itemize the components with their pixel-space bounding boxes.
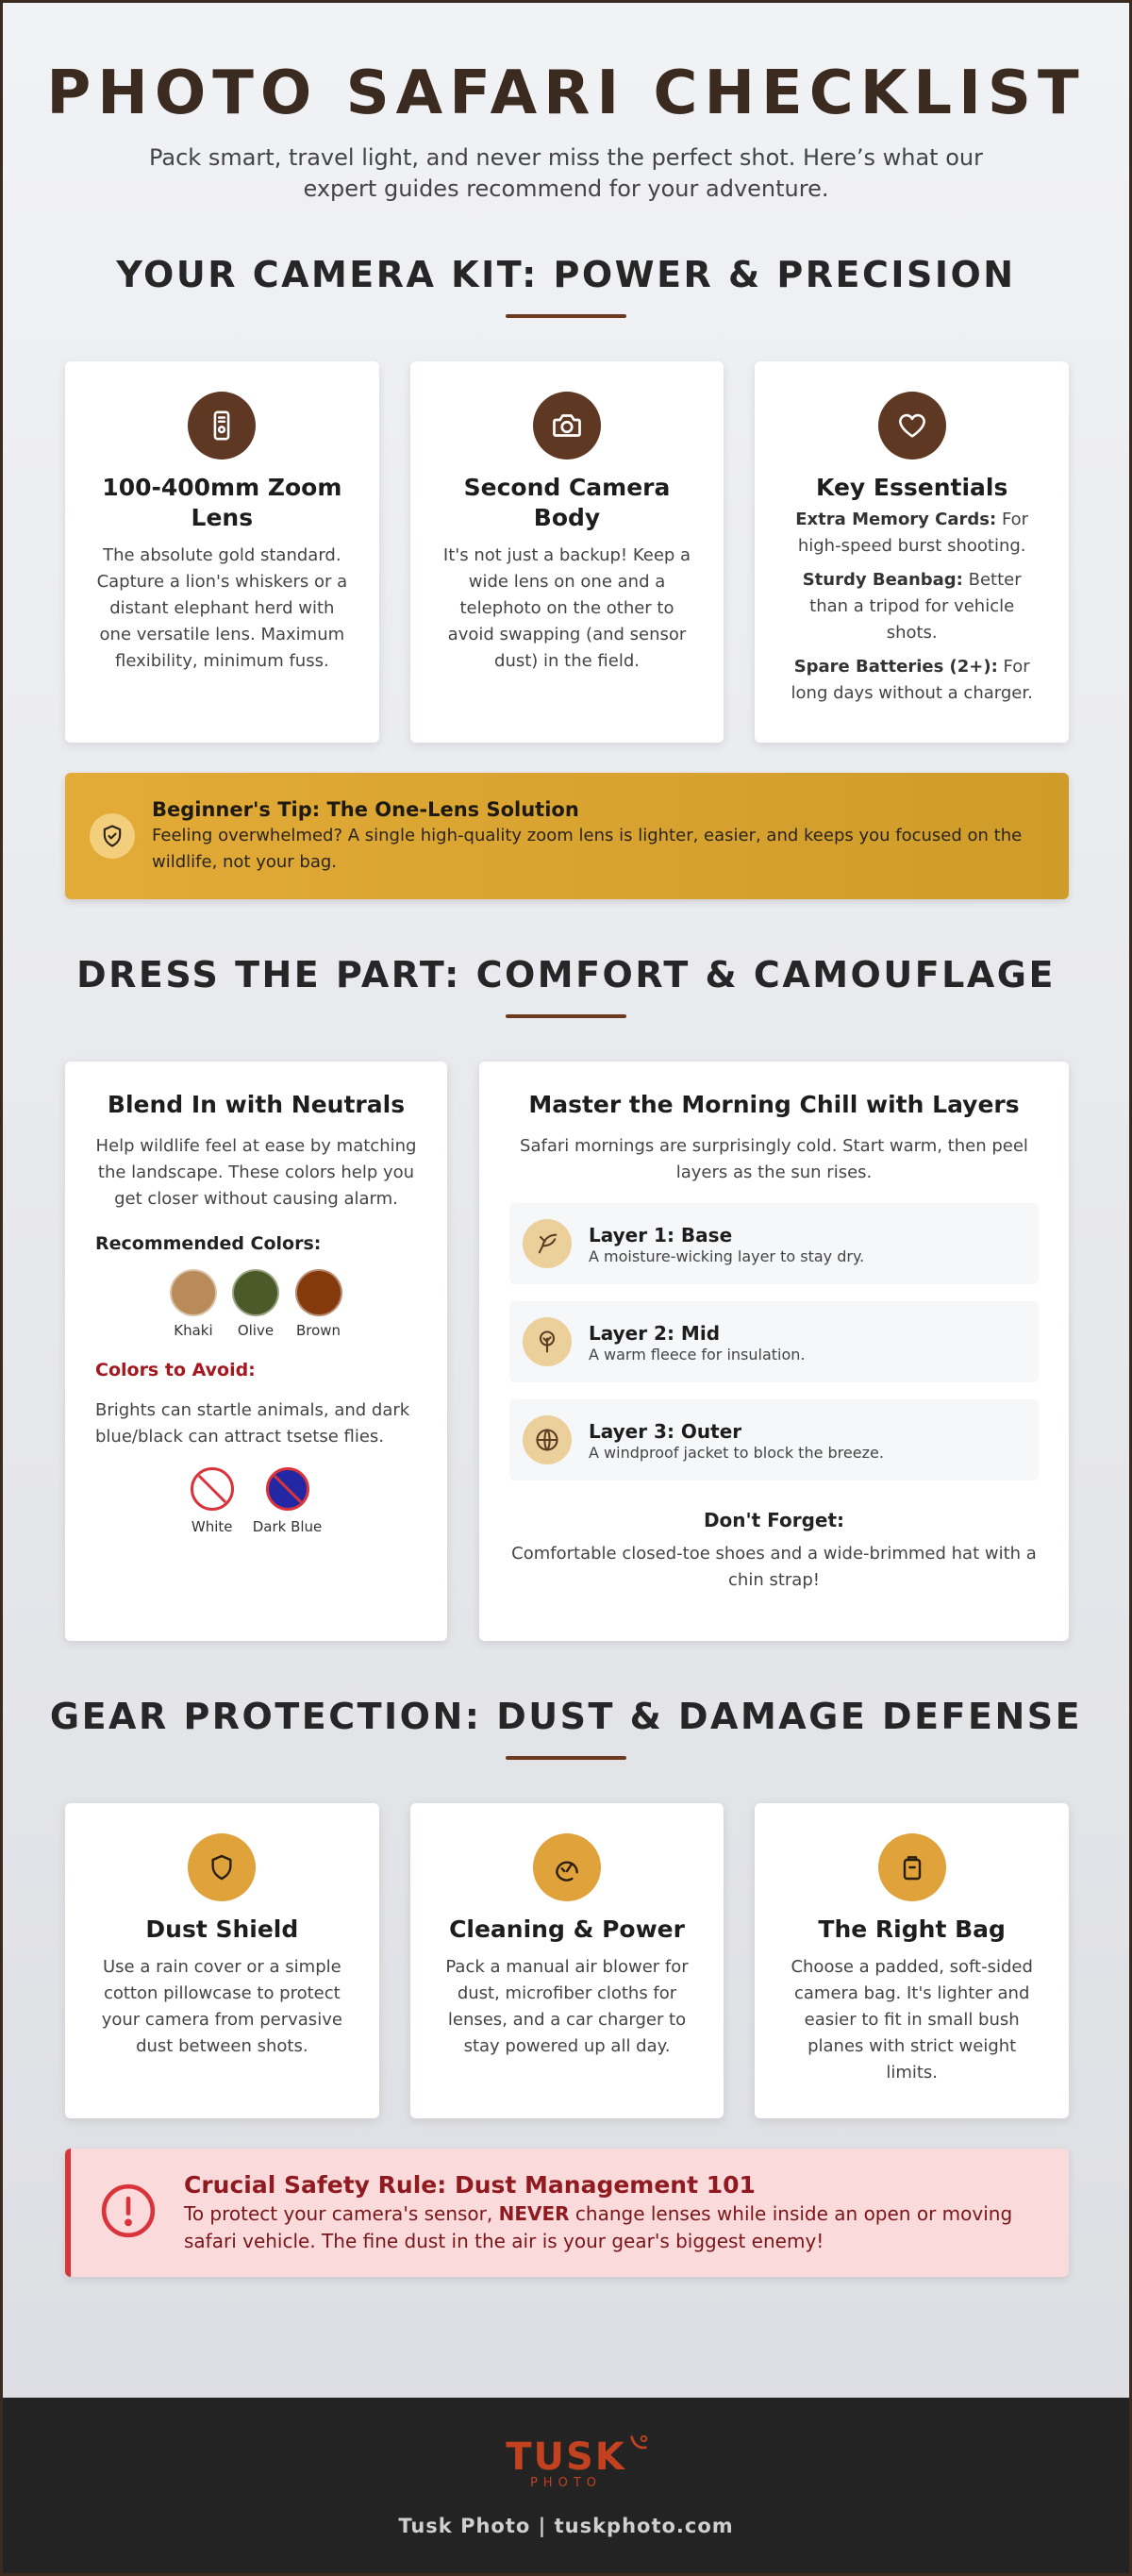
card-text: Safari mornings are surprisingly cold. Start warm, then peel layers as the sun rises. [520, 1136, 1028, 1182]
gear-cards [65, 1803, 1069, 2118]
card-text: Use a rain cover or a simple cotton pillowcase to protect your camera from pervasive dust between shots. [101, 1957, 342, 2056]
recommended-colors-label: Recommended Colors: [95, 1233, 322, 1254]
remote-device-icon [188, 392, 256, 460]
swatch-khaki [172, 1271, 215, 1339]
tusk-icon [628, 2434, 649, 2454]
alert-circle-icon [99, 2182, 158, 2244]
avoid-swatches [95, 1467, 417, 1535]
swatch-olive [234, 1271, 277, 1339]
layer-text: A windproof jacket to block the breeze. [589, 1443, 884, 1462]
page-header [3, 3, 1129, 205]
layer-text: A moisture-wicking layer to stay dry. [589, 1246, 865, 1265]
layer-item-base [509, 1203, 1039, 1284]
layer-item-outer [509, 1399, 1039, 1480]
globe-icon [523, 1415, 572, 1464]
essential-label: Spare Batteries (2+): [793, 657, 998, 677]
dont-forget-text: Comfortable closed-toe shoes and a wide-brimmed hat with a chin strap! [511, 1544, 1037, 1590]
section-divider [506, 1014, 626, 1018]
card-title: Master the Morning Chill with Layers [528, 1091, 1020, 1118]
card-layers [479, 1062, 1069, 1641]
dress-section-title: DRESS THE PART: COMFORT & CAMOUFLAGE [76, 954, 1056, 995]
card-title: Key Essentials [816, 474, 1008, 501]
card-second-body [410, 361, 724, 743]
essential-label: Sturdy Beanbag: [802, 570, 963, 590]
prohibited-icon [191, 1467, 234, 1511]
camera-icon [533, 392, 601, 460]
swatch-label: Olive [237, 1322, 275, 1339]
safety-text-start: To protect your camera's sensor, [184, 2202, 499, 2225]
safety-text-emphasis: NEVER [498, 2202, 570, 2225]
intro-text: Pack smart, travel light, and never miss the perfect shot. Here’s what our expert guides recommend for your adventure. [149, 144, 983, 202]
swatch-label: Khaki [174, 1322, 213, 1339]
essential-item [783, 567, 1040, 646]
essential-text: For high-speed burst shooting. [797, 510, 1029, 556]
swatch-label: Brown [295, 1322, 341, 1339]
section-divider [506, 314, 626, 318]
page [3, 3, 1129, 2573]
safety-title: Crucial Safety Rule: Dust Management 101 [184, 2171, 756, 2199]
tip-text: Feeling overwhelmed? A single high-quality zoom lens is lighter, easier, and keeps you focused on the wildlife, not your bag. [152, 826, 1023, 872]
camera-section-heading [3, 252, 1129, 318]
essential-item [783, 507, 1040, 560]
tip-title: Beginner's Tip: The One-Lens Solution [152, 798, 579, 821]
camera-section-title: YOUR CAMERA KIT: POWER & PRECISION [116, 254, 1016, 295]
card-title: 100-400mm Zoom Lens [102, 474, 342, 531]
brand-word: TUSK [506, 2435, 626, 2479]
swatch-label: White [191, 1518, 233, 1535]
gear-section-heading [3, 1694, 1129, 1760]
card-right-bag [755, 1803, 1069, 2118]
card-text: Pack a manual air blower for dust, microfiber cloths for lenses, and a car charger to stay powered up all day. [445, 1957, 689, 2056]
bag-icon [878, 1833, 946, 1901]
essential-label: Extra Memory Cards: [795, 510, 997, 529]
brand-sub: PHOTO [529, 2476, 602, 2490]
swatch-dot [172, 1271, 215, 1314]
beginner-tip-banner [65, 773, 1069, 899]
avoid-colors-note: Brights can startle animals, and dark blue/black can attract tsetse flies. [95, 1400, 410, 1447]
layer-title: Layer 1: Base [589, 1223, 733, 1246]
safety-rule-banner [65, 2149, 1069, 2277]
tree-icon [523, 1317, 572, 1366]
card-title: Second Camera Body [463, 474, 671, 531]
dress-section-heading [3, 952, 1129, 1018]
card-dust-shield [65, 1803, 379, 2118]
dress-cards [65, 1062, 1069, 1641]
card-cleaning-power [410, 1803, 724, 2118]
essential-text: For long days without a charger. [791, 657, 1033, 703]
gauge-icon [533, 1833, 601, 1901]
essential-item [783, 654, 1040, 707]
layer-title: Layer 3: Outer [589, 1419, 742, 1443]
card-text: Choose a padded, soft-sided camera bag. It's lighter and easier to fit in small bush planes with strict weight limits. [791, 1957, 1033, 2083]
card-title: The Right Bag [818, 1915, 1006, 1943]
prohibited-icon [266, 1467, 309, 1511]
safety-text-end: change lenses while inside an open or moving safari vehicle. The fine dust in the air is your gear's biggest enemy! [184, 2202, 1013, 2252]
card-text: Help wildlife feel at ease by matching the landscape. These colors help you get closer without causing alarm. [95, 1136, 417, 1209]
gear-section-title: GEAR PROTECTION: DUST & DAMAGE DEFENSE [49, 1696, 1083, 1737]
feather-icon [523, 1219, 572, 1268]
card-title: Blend In with Neutrals [107, 1091, 406, 1118]
shield-icon [188, 1833, 256, 1901]
avoid-colors-label: Colors to Avoid: [95, 1360, 256, 1380]
card-zoom-lens [65, 361, 379, 743]
layer-item-mid [509, 1301, 1039, 1382]
swatch-dark-blue [253, 1467, 323, 1535]
shield-check-icon [90, 813, 135, 859]
heart-icon [878, 392, 946, 460]
footer [3, 2398, 1129, 2573]
card-key-essentials [755, 361, 1069, 743]
card-text: It's not just a backup! Keep a wide lens on one and a telephoto on the other to avoid swapping (and sensor dust) in the field. [442, 545, 691, 671]
card-title: Dust Shield [145, 1915, 299, 1943]
swatch-dot [234, 1271, 277, 1314]
page-title: PHOTO SAFARI CHECKLIST [46, 59, 1086, 128]
swatch-label: Dark Blue [252, 1518, 323, 1535]
safety-text [184, 2200, 1040, 2255]
camera-kit-cards [65, 361, 1069, 743]
recommended-swatches [95, 1271, 417, 1339]
card-title: Cleaning & Power [449, 1915, 685, 1943]
essential-text: Better than a tripod for vehicle shots. [809, 570, 1022, 643]
card-neutrals [65, 1062, 447, 1641]
swatch-dot [297, 1271, 341, 1314]
footer-link-text[interactable]: Tusk Photo | tuskphoto.com [398, 2515, 734, 2537]
layer-title: Layer 2: Mid [589, 1321, 721, 1345]
dont-forget-label: Don't Forget: [703, 1509, 845, 1531]
section-divider [506, 1756, 626, 1760]
swatch-white [191, 1467, 234, 1535]
swatch-brown [296, 1271, 341, 1339]
tusk-logo [506, 2437, 626, 2490]
card-text: The absolute gold standard. Capture a lion's whiskers or a distant elephant herd with one versatile lens. Maximum flexibility, minimum fuss. [96, 545, 348, 671]
layer-text: A warm fleece for insulation. [589, 1345, 806, 1363]
